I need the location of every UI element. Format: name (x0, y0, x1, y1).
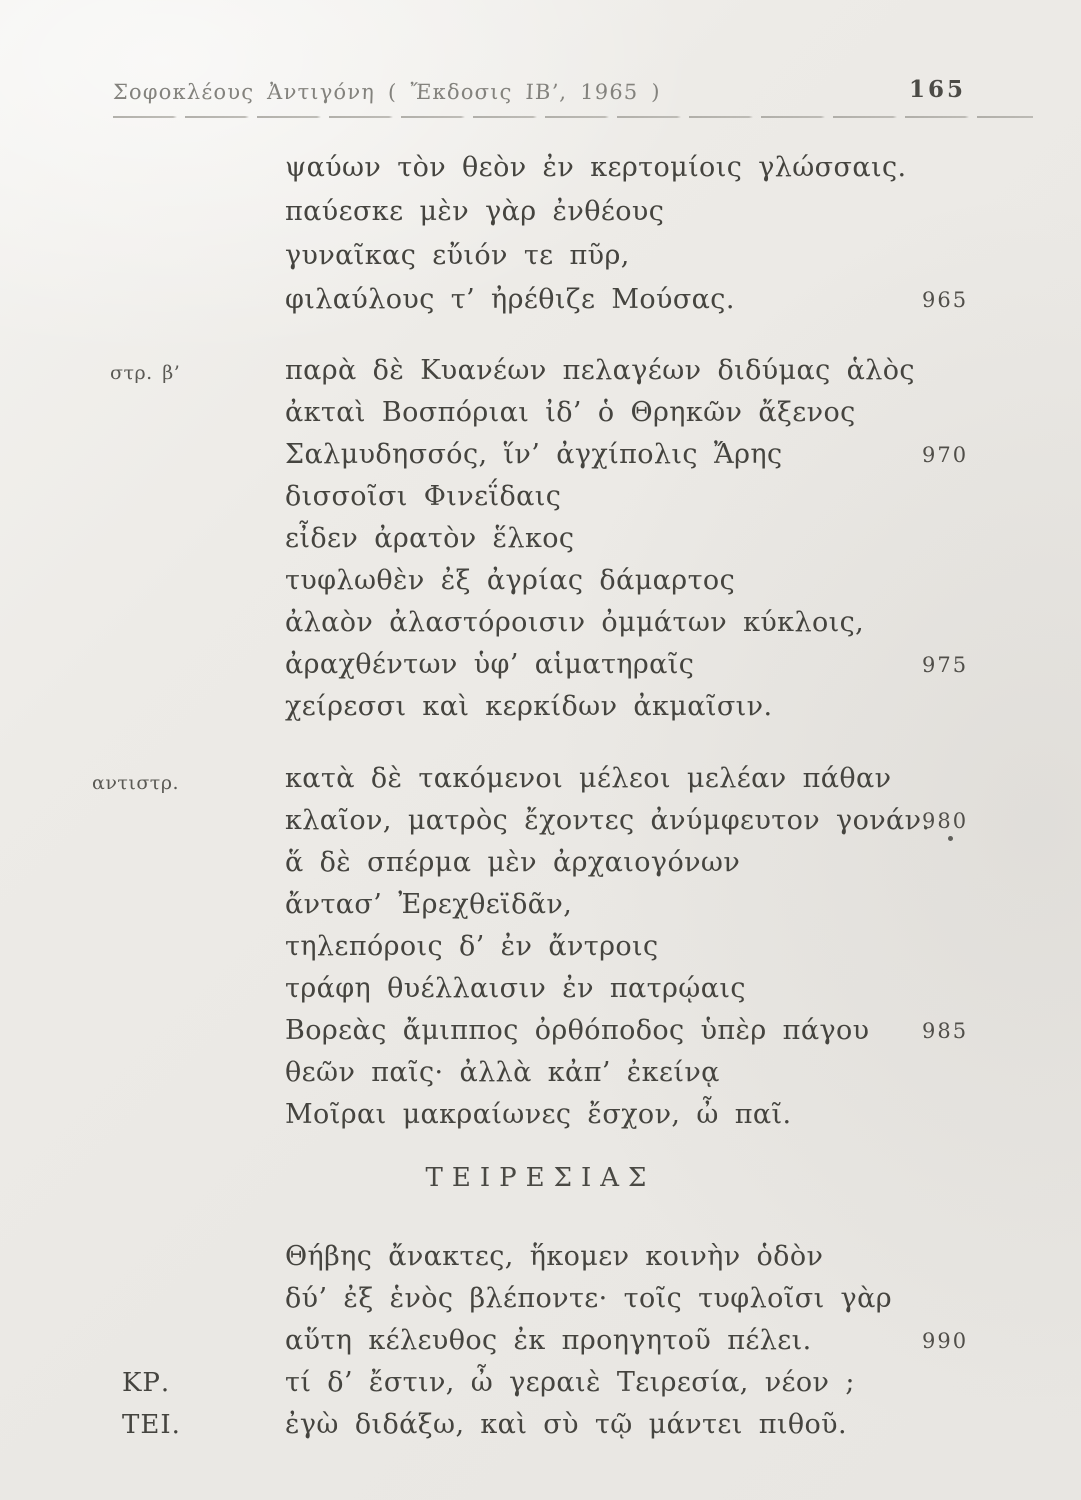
speaker-abbrev-kreon: ΚΡ. (122, 1368, 171, 1398)
verse-line (0, 1278, 1081, 1320)
verse-text: τί δ’ ἔστιν, ὦ γεραιὲ Τειρεσία, νέον ; (285, 1367, 855, 1398)
stanza-strophe-b (0, 350, 1081, 728)
verse-text: παύεσκε μὲν γὰρ ἐνθέους (285, 196, 665, 227)
page-header (112, 76, 1041, 126)
running-title: Σοφοκλέους Ἀντιγόνη ( Ἔκδοσις ΙΒ’, 1965 ) (112, 80, 662, 104)
verse-text: ἀκταὶ Βοσπόριαι ἰδ’ ὁ Θρηκῶν ἄξενος (285, 397, 856, 428)
verse-line (0, 1236, 1081, 1278)
verse-text: δισσοῖσι Φινεΐδαις (285, 481, 562, 512)
verse-line (0, 644, 1081, 686)
verse-text: Σαλμυδησσός, ἵν’ ἀγχίπολις Ἄρης (285, 439, 783, 470)
line-number-975: 975 (922, 653, 969, 677)
stanza-previous-end (0, 146, 1081, 322)
verse-text: κατὰ δὲ τακόμενοι μέλεοι μελέαν πάθαν (285, 763, 892, 794)
line-number-985: 985 (922, 1019, 969, 1043)
verse-text: ἀλαὸν ἀλαστόροισιν ὀμμάτων κύκλοις, (285, 607, 865, 638)
verse-line (0, 190, 1081, 234)
verse-line (0, 1362, 1081, 1404)
header-rule (113, 116, 1033, 118)
margin-label-strophe: στρ. β’ (110, 362, 181, 384)
verse-line (0, 1404, 1081, 1446)
verse-text: τυφλωθὲν ἐξ ἀγρίας δάμαρτος (285, 565, 736, 596)
dialogue-block (0, 1236, 1081, 1446)
verse-line (0, 234, 1081, 278)
verse-text: δύ’ ἐξ ἑνὸς βλέποντε· τοῖς τυφλοῖσι γὰρ (285, 1283, 892, 1314)
verse-text: ψαύων τὸν θεὸν ἐν κερτομίοις γλώσσαις. (285, 152, 907, 183)
verse-line (0, 686, 1081, 728)
line-number-980: 980 (922, 809, 969, 833)
verse-text: παρὰ δὲ Κυανέων πελαγέων διδύμας ἁλὸς (285, 355, 915, 386)
verse-text: ἀραχθέντων ὑφ’ αἱματηραῖς (285, 649, 695, 680)
stanza-antistrophe (0, 758, 1081, 1136)
verse-text: κλαῖον, ματρὸς ἔχοντες ἀνύμφευτον γονάν. (285, 805, 931, 836)
verse-text: φιλαύλους τ’ ἠρέθιζε Μούσας. (285, 284, 735, 315)
verse-line (0, 800, 1081, 842)
line-number-970: 970 (922, 443, 969, 467)
verse-line (0, 278, 1081, 322)
verse-text: γυναῖκας εὔιόν τε πῦρ, (285, 240, 630, 271)
verse-line (0, 968, 1081, 1010)
verse-text: ἐγὼ διδάξω, καὶ σὺ τῷ μάντει πιθοῦ. (285, 1409, 847, 1440)
speaker-abbrev-teiresias: ΤΕΙ. (122, 1410, 181, 1440)
verse-text: εἶδεν ἀρατὸν ἕλκος (285, 523, 575, 554)
verse-line (0, 476, 1081, 518)
verse-line (0, 602, 1081, 644)
verse-text: Θήβης ἄνακτες, ἥκομεν κοινὴν ὁδὸν (285, 1241, 824, 1272)
verse-text: τηλεπόροις δ’ ἐν ἄντροις (285, 931, 659, 962)
verse-line (0, 392, 1081, 434)
verse-line (0, 842, 1081, 884)
verse-line (0, 1320, 1081, 1362)
verse-text: ἅ δὲ σπέρμα μὲν ἀρχαιογόνων (285, 847, 741, 878)
verse-line (0, 884, 1081, 926)
verse-text: Βορεὰς ἄμιππος ὀρθόποδος ὑπὲρ πάγου (285, 1015, 870, 1046)
line-number-990: 990 (922, 1329, 969, 1353)
verse-line (0, 146, 1081, 190)
verse-text: ἄντασ’ Ἐρεχθεϊδᾶν, (285, 889, 573, 920)
line-number-965: 965 (922, 288, 969, 312)
verse-text: θεῶν παῖς· ἀλλὰ κἀπ’ ἐκείνᾳ (285, 1057, 720, 1088)
verse-line (0, 350, 1081, 392)
verse-line (0, 926, 1081, 968)
verse-text: χείρεσσι καὶ κερκίδων ἀκμαῖσιν. (285, 691, 773, 722)
verse-line (0, 518, 1081, 560)
print-artifact-dot (948, 836, 953, 841)
verse-line (0, 1094, 1081, 1136)
verse-text: αὕτη κέλευθος ἐκ προηγητοῦ πέλει. (285, 1325, 812, 1356)
speaker-heading-teiresias: ΤΕΙΡΕΣΙΑΣ (425, 1163, 656, 1193)
verse-line (0, 758, 1081, 800)
margin-label-antistrophe: αντιστρ. (92, 772, 180, 794)
verse-line (0, 1010, 1081, 1052)
verse-text: Μοῖραι μακραίωνες ἔσχον, ὦ παῖ. (285, 1099, 792, 1130)
verse-line (0, 1052, 1081, 1094)
verse-line (0, 560, 1081, 602)
verse-line (0, 434, 1081, 476)
page-number: 165 (908, 76, 966, 103)
verse-text: τράφη θυέλλαισιν ἐν πατρῴαις (285, 973, 746, 1004)
